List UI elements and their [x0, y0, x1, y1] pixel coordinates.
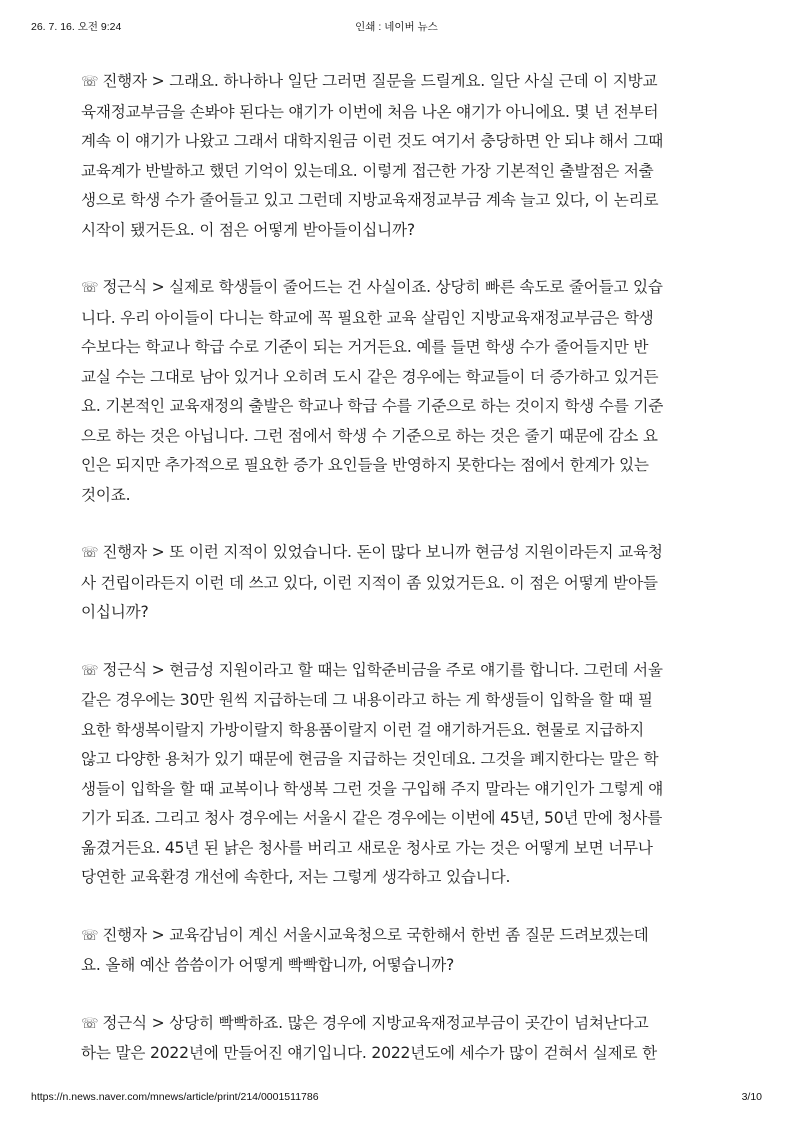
paragraph-line	[81, 333, 716, 363]
line-text: 것이죠.	[81, 485, 131, 504]
paragraph-line	[81, 745, 716, 775]
line-text: 사 건립이라든지 이런 데 쓰고 있다, 이런 지적이 좀 있었거든요. 이 점은 어떻게 받아들	[81, 573, 658, 592]
line-text: 요. 기본적인 교육재정의 출발은 학교나 학급 수를 기준으로 하는 것이지 학생 수를 기준	[81, 397, 664, 415]
paragraph-line	[81, 363, 716, 393]
line-text: 정근식 > 상당히 빡빡하죠. 많은 경우에 지방교육재정교부금이 곳간이 넘쳐난다고	[102, 1013, 649, 1032]
paragraph-line	[81, 216, 716, 246]
paragraph-line	[81, 921, 716, 952]
line-text: 인은 되지만 추가적으로 필요한 증가 요인들을 반영하지 못한다는 점에서 한계가 있는	[81, 456, 649, 474]
line-text: 기가 되죠. 그리고 청사 경우에는 서울시 같은 경우에는 이번에 45년, 50년 만에 청사를	[81, 809, 663, 827]
line-text: 육재정교부금을 손봐야 된다는 얘기가 이번에 처음 나온 얘기가 아니에요. 몇 년 전부터	[81, 102, 659, 121]
line-text: 요한 학생복이랄지 가방이랄지 학용품이랄지 이런 걸 얘기하거든요. 현물로 지급하지	[81, 720, 645, 739]
paragraph-line	[81, 1039, 716, 1069]
line-text: 진행자 > 또 이런 지적이 있었습니다. 돈이 많다 보니까 현금성 지원이라든지 교육청	[102, 543, 663, 561]
line-text: 요. 올해 예산 씀씀이가 어떻게 빡빡합니까, 어떻습니까?	[81, 956, 455, 974]
line-text: 교실 수는 그대로 남아 있거나 오히려 도시 같은 경우에는 학교들이 더 증가하고 있거든	[81, 367, 659, 386]
paragraph-line	[81, 951, 716, 981]
line-text: 진행자 > 그래요. 하나하나 일단 그러면 질문을 드릴게요. 일단 사실 근데 이 지방교	[102, 72, 658, 90]
line-text: 생들이 입학을 할 때 교복이나 학생복 그런 것을 구입해 주지 말라는 얘기인가 그렇게 얘	[81, 779, 664, 798]
print-title: 인쇄 : 네이버 뉴스	[355, 21, 438, 33]
article-body	[81, 67, 716, 1097]
telephone-icon: ☏	[81, 927, 99, 944]
paragraph-line	[81, 186, 716, 216]
line-text: 하는 말은 2022년에 만들어진 얘기입니다. 2022년도에 세수가 많이 걷혀서 실제로 한	[81, 1044, 658, 1062]
line-text: 이십니까?	[81, 603, 149, 621]
paragraph-line	[81, 1009, 716, 1040]
line-text: 정근식 > 실제로 학생들이 줄어드는 건 사실이죠. 상당히 빠른 속도로 줄어들고 있습	[102, 278, 663, 296]
paragraph-line	[81, 775, 716, 805]
paragraph-line	[81, 804, 716, 834]
telephone-icon: ☏	[81, 280, 99, 296]
paragraph-line	[81, 716, 716, 746]
paragraph-line	[81, 481, 716, 511]
paragraph-line	[81, 569, 716, 599]
paragraph-line	[81, 598, 716, 628]
interview-paragraph	[81, 67, 716, 245]
interview-paragraph	[81, 921, 716, 981]
paragraph-line	[81, 656, 716, 687]
paragraph-line	[81, 451, 716, 481]
paragraph-line	[81, 686, 716, 716]
telephone-icon: ☏	[81, 545, 99, 561]
line-text: 같은 경우에는 30만 원씩 지급하는데 그 내용이라고 하는 게 학생들이 입학을 할 때 필	[81, 691, 653, 709]
line-text: 당연한 교육환경 개선에 속한다, 저는 그렇게 생각하고 있습니다.	[81, 868, 511, 886]
line-text: 계속 이 얘기가 나왔고 그래서 대학지원금 이런 것도 여기서 충당하면 안 되냐 해서 그때	[81, 132, 664, 150]
paragraph-line	[81, 273, 716, 304]
telephone-icon: ☏	[81, 74, 99, 90]
telephone-icon: ☏	[81, 1015, 99, 1032]
paragraph-line	[81, 422, 716, 452]
interview-paragraph	[81, 273, 716, 510]
line-text: 생으로 학생 수가 줄어들고 있고 그런데 지방교육재정교부금 계속 늘고 있다, 이 논리로	[81, 191, 659, 209]
telephone-icon: ☏	[81, 662, 99, 679]
paragraph-line	[81, 392, 716, 422]
line-text: 니다. 우리 아이들이 다니는 학교에 꼭 필요한 교육 살림인 지방교육재정교부금은 학생	[81, 308, 654, 327]
line-text: 옮겼거든요. 45년 된 낡은 청사를 버리고 새로운 청사로 가는 것은 어떻게 보면 너무나	[81, 838, 653, 857]
interview-paragraph	[81, 1009, 716, 1069]
paragraph-line	[81, 67, 716, 98]
line-text: 진행자 > 교육감님이 계신 서울시교육청으로 국한해서 한번 좀 질문 드려보겠는데	[102, 925, 649, 944]
paragraph-line	[81, 157, 716, 187]
print-datetime: 26. 7. 16. 오전 9:24	[31, 21, 122, 33]
line-text: 시작이 됐거든요. 이 점은 어떻게 받아들이십니까?	[81, 220, 415, 239]
interview-paragraph	[81, 538, 716, 628]
paragraph-line	[81, 304, 716, 334]
line-text: 수보다는 학교나 학급 수로 기준이 되는 거거든요. 예를 들면 학생 수가 줄어들지만 반	[81, 338, 649, 356]
line-text: 으로 하는 것은 아닙니다. 그런 점에서 학생 수 기준으로 하는 것은 줄기 때문에 감소 요	[81, 426, 658, 445]
paragraph-line	[81, 863, 716, 893]
line-text: 않고 다양한 용처가 있기 때문에 현금을 지급하는 것인데요. 그것을 폐지한다는 말은 학	[81, 750, 659, 768]
paragraph-line	[81, 127, 716, 157]
paragraph-line	[81, 538, 716, 569]
interview-paragraph	[81, 656, 716, 893]
article-url: https://n.news.naver.com/mnews/article/print/214/0001511786	[31, 1091, 319, 1103]
line-text: 정근식 > 현금성 지원이라고 할 때는 입학준비금을 주로 얘기를 합니다. 그런데 서울	[102, 660, 663, 679]
paragraph-line	[81, 834, 716, 864]
line-text: 교육계가 반발하고 했던 기억이 있는데요. 이렇게 접근한 가장 기본적인 출발점은 저출	[81, 161, 654, 180]
page-number: 3/10	[741, 1091, 762, 1103]
paragraph-line	[81, 98, 716, 128]
